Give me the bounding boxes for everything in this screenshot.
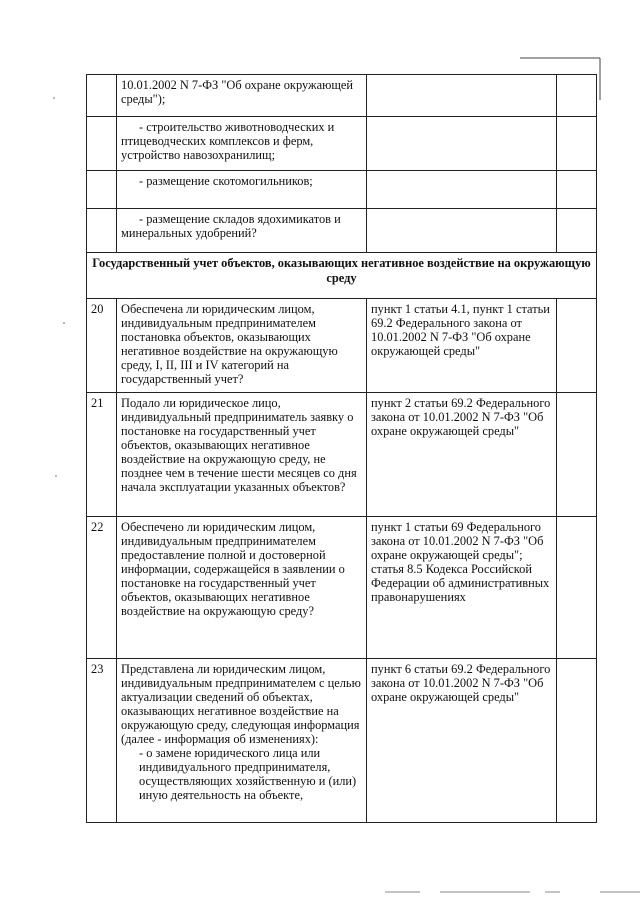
question-cell: - размещение складов ядохимикатов и минеральных удобрений? (117, 209, 367, 253)
table-row (87, 517, 597, 659)
section-title: Государственный учет объектов, оказывающих негативное воздействие на окружающую среду (87, 253, 597, 299)
answer-cell[interactable] (557, 75, 597, 117)
row-number-cell (87, 171, 117, 209)
table-row (87, 209, 597, 253)
question-cell: - строительство животноводческих и птицеводческих комплексов и ферм, устройство навозохранилищ; (117, 117, 367, 171)
section-header-row (87, 253, 597, 299)
answer-cell[interactable] (557, 299, 597, 393)
answer-cell[interactable] (557, 393, 597, 517)
checklist-table (86, 74, 597, 823)
answer-cell[interactable] (557, 659, 597, 823)
row-number-cell: 21 (87, 393, 117, 517)
row-number-cell (87, 209, 117, 253)
question-cell: Обеспечена ли юридическим лицом, индивидуальным предпринимателем постановка объектов, оказывающих негативное воздействие на окружающую среду, I, II, III и IV категорий на государственный учет? (117, 299, 367, 393)
table-row (87, 117, 597, 171)
table-row (87, 393, 597, 517)
reference-cell: пункт 1 статьи 4.1, пункт 1 статьи 69.2 Федерального закона от 10.01.2002 N 7-ФЗ "Об охране окружающей среды" (367, 299, 557, 393)
question-cell (117, 659, 367, 823)
table-row (87, 659, 597, 823)
row-number-cell: 22 (87, 517, 117, 659)
reference-cell: пункт 6 статьи 69.2 Федерального закона от 10.01.2002 N 7-ФЗ "Об охране окружающей среды" (367, 659, 557, 823)
question-text: Представлена ли юридическим лицом, индивидуальным предпринимателем с целью актуализации сведений об объектах, оказывающих негативное воздействие на окружающую среду, следующая информация (далее - информация об изменениях): (121, 662, 361, 746)
question-subitem: - о замене юридического лица или индивидуального предпринимателя, осуществляющих хозяйственную и (или) иную деятельность на объекте, (139, 746, 357, 802)
question-cell: 10.01.2002 N 7-ФЗ "Об охране окружающей среды"); (117, 75, 367, 117)
row-number-cell (87, 117, 117, 171)
table-row (87, 299, 597, 393)
reference-cell: пункт 1 статьи 69 Федерального закона от 10.01.2002 N 7-ФЗ "Об охране окружающей среды"; статья 8.5 Кодекса Российской Федерации об административных правонарушениях (367, 517, 557, 659)
row-number-cell: 23 (87, 659, 117, 823)
answer-cell[interactable] (557, 209, 597, 253)
answer-cell[interactable] (557, 117, 597, 171)
reference-cell: пункт 2 статьи 69.2 Федерального закона от 10.01.2002 N 7-ФЗ "Об охране окружающей среды" (367, 393, 557, 517)
question-cell: - размещение скотомогильников; (117, 171, 367, 209)
reference-cell (367, 209, 557, 253)
row-number-cell: 20 (87, 299, 117, 393)
answer-cell[interactable] (557, 171, 597, 209)
reference-cell (367, 117, 557, 171)
table-row (87, 171, 597, 209)
reference-cell (367, 171, 557, 209)
reference-cell (367, 75, 557, 117)
answer-cell[interactable] (557, 517, 597, 659)
table-row (87, 75, 597, 117)
question-cell: Подало ли юридическое лицо, индивидуальный предприниматель заявку о постановке на государственный учет объектов, оказывающих негативное воздействие на окружающую среду, не позднее чем в течение шести месяцев со дня начала эксплуатации указанных объектов? (117, 393, 367, 517)
row-number-cell (87, 75, 117, 117)
question-cell: Обеспечено ли юридическим лицом, индивидуальным предпринимателем предоставление полной и достоверной информации, содержащейся в заявлении о постановке на государственный учет объектов, оказывающих негативное воздействие на окружающую среду? (117, 517, 367, 659)
